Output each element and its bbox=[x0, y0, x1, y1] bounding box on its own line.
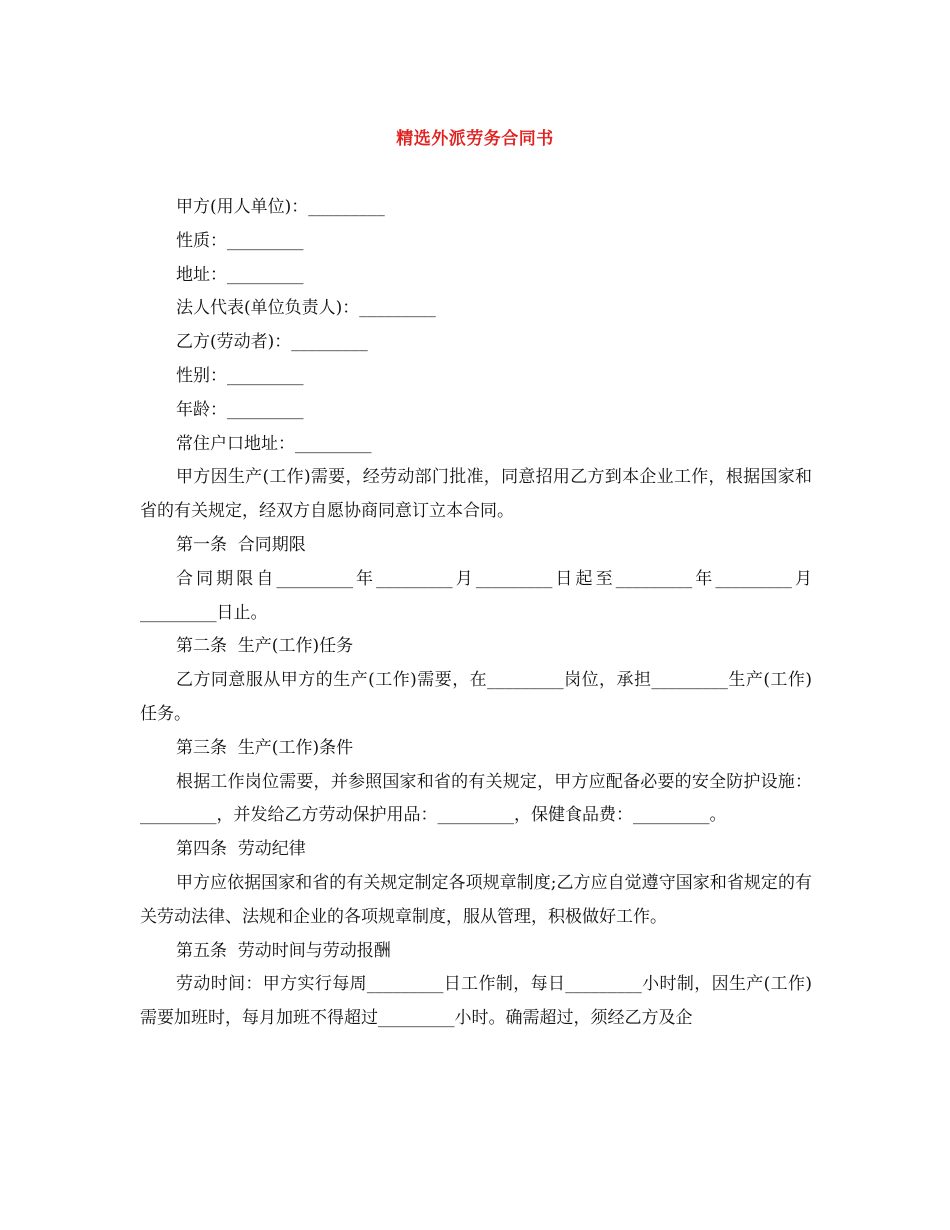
article-4-heading: 第四条 劳动纪律 bbox=[176, 839, 306, 860]
article-2-heading: 第二条 生产(工作)任务 bbox=[176, 636, 354, 657]
field-nature: 性质：_________ bbox=[176, 230, 304, 251]
document-title: 精选外派劳务合同书 bbox=[396, 129, 554, 149]
article-4-text: 甲方应依据国家和省的有关规定制定各项规章制度;乙方应自觉遵守国家和省规定的有关劳动法律、法规和企业的各项规章制度，服从管理，积极做好工作。 bbox=[140, 872, 812, 927]
article-3-heading: 第三条 生产(工作)条件 bbox=[176, 737, 354, 758]
field-gender: 性别：_________ bbox=[176, 365, 304, 386]
document-body bbox=[140, 191, 812, 1036]
field-address: 地址：_________ bbox=[176, 264, 304, 285]
field-party-b: 乙方(劳动者)：_________ bbox=[176, 332, 368, 353]
field-residence-address: 常住户口地址：_________ bbox=[176, 433, 372, 454]
field-age: 年龄：_________ bbox=[176, 399, 304, 420]
article-2-text: 乙方同意服从甲方的生产(工作)需要，在_________岗位，承担_________生产(工作)任务。 bbox=[140, 670, 812, 724]
article-1-text: 合同期限自_________年_________月_________日起至_________年_________月_________日止。 bbox=[140, 568, 812, 623]
article-5-heading: 第五条 劳动时间与劳动报酬 bbox=[176, 940, 391, 961]
field-party-a: 甲方(用人单位)：_________ bbox=[176, 197, 385, 217]
field-legal-representative: 法人代表(单位负责人)：_________ bbox=[176, 298, 436, 319]
intro-paragraph: 甲方因生产(工作)需要，经劳动部门批准，同意招用乙方到本企业工作，根据国家和省的有关规定，经双方自愿协商同意订立本合同。 bbox=[140, 467, 812, 522]
article-1-heading: 第一条 合同期限 bbox=[176, 534, 306, 555]
article-3-text: 根据工作岗位需要，并参照国家和省的有关规定，甲方应配备必要的安全防护设施：_________，并发给乙方劳动保护用品：_________，保健食品费：_________。 bbox=[140, 771, 812, 826]
article-5-text: 劳动时间：甲方实行每周_________日工作制，每日_________小时制，因生产(工作)需要加班时，每月加班不得超过_________小时。确需超过，须经乙方及企 bbox=[140, 974, 812, 1029]
